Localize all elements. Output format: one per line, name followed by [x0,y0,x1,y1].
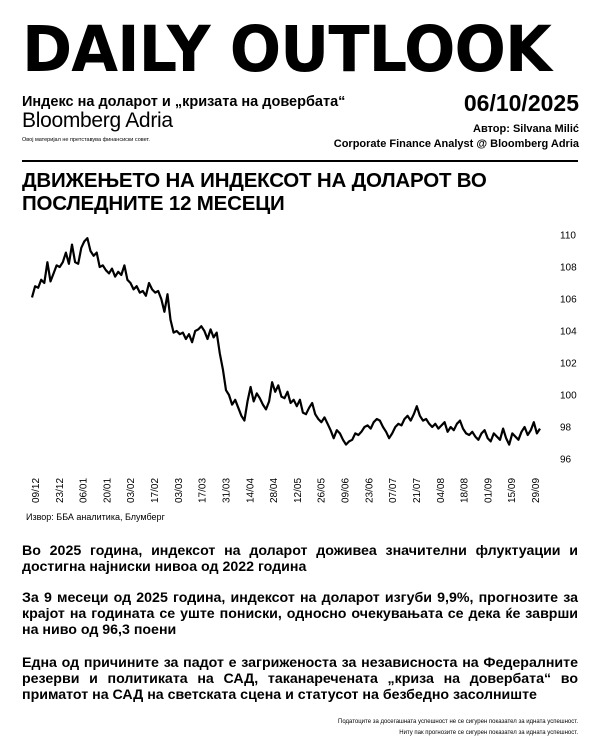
dollar-index-chart [22,225,578,505]
masthead-title: DAILY OUTLOOK [22,13,551,86]
x-tick-label: 23/12 [54,477,66,503]
x-tick-label: 18/08 [459,477,471,503]
x-tick-label: 17/03 [197,477,209,503]
paragraph-2: За 9 месеци од 2025 година, индексот на доларот изгуби 9,9%, прогнозите за крајот на годината се уште пониски, односно очекувањата се дека ќе заврши на ниво од 96,3 поени [22,590,578,638]
x-tick-label: 26/05 [316,477,328,503]
x-tick-label: 03/02 [126,477,138,503]
y-tick-label: 98 [560,422,572,434]
x-tick-label: 07/07 [388,477,400,503]
author-name: Автор: Silvana Milić [473,123,579,135]
x-tick-label: 06/01 [78,477,90,503]
x-tick-label: 03/03 [173,477,185,503]
x-tick-label: 15/09 [507,477,519,503]
x-tick-label: 14/04 [245,477,257,503]
x-tick-label: 21/07 [411,477,423,503]
x-tick-label: 20/01 [102,477,114,503]
header-divider [22,160,578,162]
author-position: Corporate Finance Analyst @ Bloomberg Adria [333,138,579,150]
series-line-0 [32,238,540,444]
x-tick-label: 09/06 [340,477,352,503]
report-subtitle: Индекс на доларот и „кризата на довербата“ [22,94,346,110]
x-tick-label: 01/09 [483,477,495,503]
paragraph-3: Една од причините за падот е загриженоста за независноста на Федералните резерви и политиката на САД, таканаречената „криза на довербата“ во приматот на САД на светската сцена и статусот на безбедно засолниште [22,655,578,703]
brand-name: Bloomberg Adria [22,109,173,132]
y-tick-label: 96 [560,454,572,466]
y-tick-label: 104 [560,326,577,338]
y-tick-label: 106 [560,294,577,306]
y-tick-label: 102 [560,358,577,370]
y-tick-label: 100 [560,390,577,402]
x-tick-label: 29/09 [531,477,542,503]
chart-source: Извор: ББА аналитика, Блумберг [26,512,165,522]
y-tick-label: 110 [560,230,576,242]
x-tick-label: 09/12 [31,477,42,503]
y-tick-label: 108 [560,262,577,274]
advice-disclaimer: Овој материјал не претставува финансиски совет. [22,137,150,143]
footer-disclaimer-2: Ниту пак прогнозите се сигурен показател за идната успешност. [399,730,578,736]
x-tick-label: 31/03 [221,477,233,503]
report-date: 06/10/2025 [463,90,579,116]
x-tick-label: 23/06 [364,477,376,503]
x-tick-label: 17/02 [150,477,162,503]
paragraph-1: Во 2025 година, индексот на доларот доживеа значителни флуктуации и достигна најниски нивоа од 2022 година [22,543,578,575]
x-tick-label: 12/05 [292,477,304,503]
x-tick-label: 04/08 [435,477,447,503]
footer-disclaimer-1: Податоците за досегашната успешност не се сигурен показател за идната успешност. [338,719,578,725]
x-tick-label: 28/04 [269,477,281,503]
section-title: ДВИЖЕЊЕТО НА ИНДЕКСОТ НА ДОЛАРОТ ВО ПОСЛЕДНИТЕ 12 МЕСЕЦИ [22,169,487,215]
